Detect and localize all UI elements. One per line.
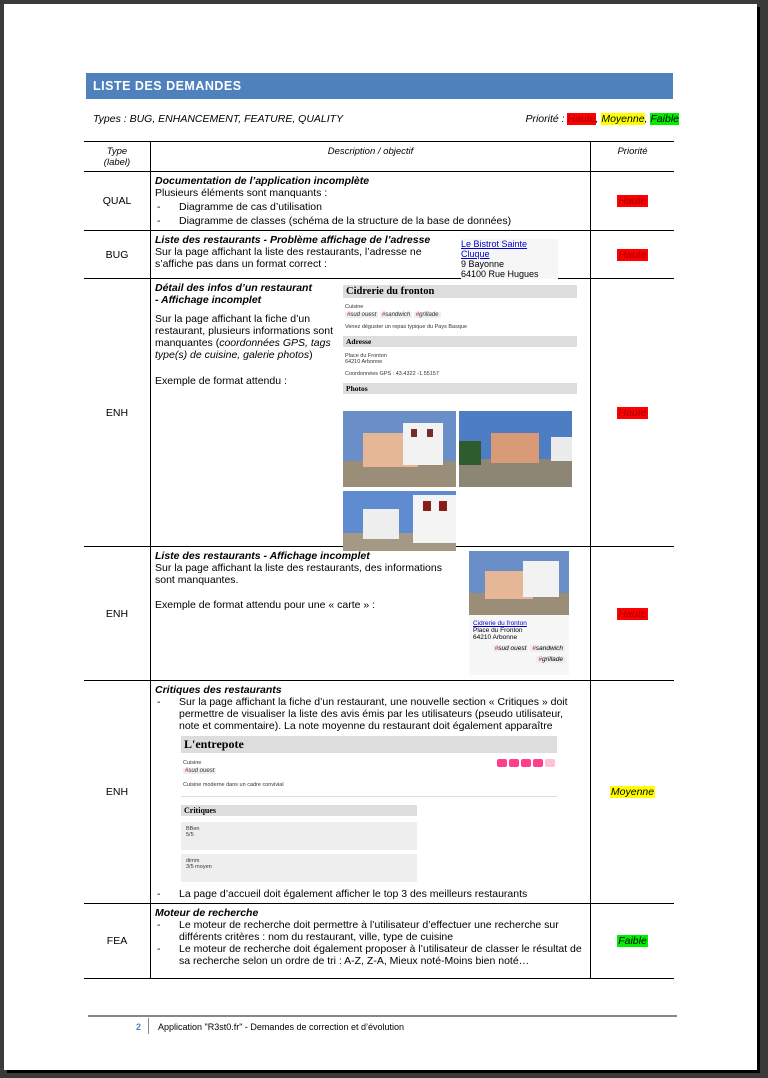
priority-badge: Haute bbox=[618, 248, 647, 261]
row-type: BUG bbox=[84, 231, 151, 279]
row-type: ENH bbox=[84, 279, 151, 547]
row-title: Liste des restaurants - Affichage incomplet bbox=[155, 550, 370, 562]
page-number: 2 bbox=[136, 1022, 142, 1032]
requests-table bbox=[84, 141, 674, 979]
priority-high-swatch: Haute bbox=[567, 113, 596, 125]
smiley-rating-icon bbox=[509, 759, 519, 767]
address-example: Le Bistrot Sainte Cluque 9 Bayonne 64100 Rue Hugues bbox=[461, 239, 558, 279]
restaurant-card-example: Cidrerie du fronton Place du Fronton 64210 Arbonne #sud ouest #sandwich #grillade bbox=[469, 551, 569, 675]
cuisine-tag: #sandwich bbox=[381, 312, 411, 318]
cuisine-tag: #sandwich bbox=[532, 645, 563, 652]
smiley-rating-icon bbox=[521, 759, 531, 767]
table-row bbox=[84, 547, 674, 681]
footer-text: Application "R3st0.fr" - Demandes de correction et d’évolution bbox=[158, 1022, 405, 1032]
priority-badge: Faible bbox=[618, 935, 647, 947]
list-item: Sur la page affichant la fiche d’un restaurant, une nouvelle section « Critiques » doit permettre de visualiser la liste des avis émis par les utilisateurs (pseudo utilisateur, note et commentaire). La note moyenne du restaurant doit également apparaître bbox=[179, 696, 568, 732]
cuisine-tag: #sud ouest bbox=[347, 312, 377, 318]
table-row bbox=[84, 172, 674, 231]
priority-low-swatch: Faible bbox=[650, 113, 679, 125]
review-item: dimm 3/5 moyen bbox=[181, 854, 417, 882]
row-title: Détail des infos d’un restaurant bbox=[155, 282, 312, 294]
col-type-header: Type (label) bbox=[84, 142, 151, 172]
row-type: QUAL bbox=[84, 172, 151, 231]
row-title: Documentation de l’application incomplète bbox=[155, 175, 370, 187]
table-row bbox=[84, 904, 674, 979]
table-row bbox=[84, 681, 674, 904]
row-priority bbox=[591, 547, 675, 681]
row-title: Critiques des restaurants bbox=[155, 684, 282, 696]
priority-legend: Priorité : Haute, Moyenne, Faible bbox=[525, 113, 679, 125]
col-desc-header: Description / objectif bbox=[151, 142, 591, 172]
row-type: FEA bbox=[84, 904, 151, 979]
page-footer bbox=[88, 1015, 677, 1032]
cuisine-tag: #grillade bbox=[538, 656, 563, 663]
critiques-example-header: L'entrepote Cuisine #sud ouest Cuisine moderne dans un cadre convivial bbox=[181, 736, 557, 797]
photo-gallery-image bbox=[343, 411, 456, 487]
restaurant-name: L'entrepote bbox=[181, 736, 557, 753]
list-item: La page d’accueil doit également afficher le top 3 des meilleurs restaurants bbox=[179, 888, 528, 900]
row-description: Détail des infos d’un restaurant - Affichage incomplet Sur la page affichant la fiche d’un restaurant, plusieurs informations sont manquantes (coordonnées GPS, tags type(s) de cuisine, galerie photos) Exemple de format attendu : Cidrerie du fronton Cuisine #sud ouest #sandwich #grillade Venez déguster un repas typique du Pays Basque Adresse Place du Fronton 64210 Arbonne Coordonnées GPS : 43.4322 -1.55157 Photos bbox=[151, 279, 591, 547]
row-priority bbox=[591, 231, 675, 279]
table-header-row bbox=[84, 142, 674, 172]
cuisine-tag: #grillade bbox=[415, 312, 439, 318]
restaurant-name: Cidrerie du fronton bbox=[343, 285, 577, 298]
list-item: Le moteur de recherche doit permettre à l’utilisateur d’effectuer une recherche sur différents critères : nom du restaurant, ville, type de cuisine bbox=[179, 919, 559, 943]
priority-medium-swatch: Moyenne bbox=[601, 113, 645, 125]
card-restaurant-link[interactable]: Cidrerie du fronton bbox=[473, 620, 527, 627]
row-title: Liste des restaurants - Problème affichage de l’adresse bbox=[155, 234, 431, 246]
row-priority bbox=[591, 279, 675, 547]
photo-gallery-image bbox=[459, 411, 572, 487]
section-header: LISTE DES DEMANDES bbox=[86, 73, 673, 99]
row-description: Liste des restaurants - Affichage incomplet Sur la page affichant la liste des restaurants, des informations sont manquantes. Exemple de format attendu pour une « carte » : Cidrerie du fronton Place du Fronton 64210 Arbonne #sud ouest #sandwich #grillade bbox=[151, 547, 591, 681]
row-priority bbox=[591, 172, 675, 231]
table-row bbox=[84, 231, 674, 279]
cuisine-tag: #sud ouest bbox=[494, 645, 527, 652]
row-description: Critiques des restaurants - Sur la page affichant la fiche d’un restaurant, une nouvelle section « Critiques » doit permettre de visualiser la liste des avis émis par les utilisateurs (pseudo utilisateur, note et commentaire). La note moyenne du restaurant doit également apparaître L'entrepote Cuisine #sud ouest Cuisine moderne dans un cadre convivial Critiques BBen 5/5 dimm 3/5 moyen - La page d’accueil doit également afficher le top 3 des meilleurs restaurants bbox=[151, 681, 591, 904]
table-row bbox=[84, 279, 674, 547]
critiques-section: Critiques BBen 5/5 dimm 3/5 moyen bbox=[181, 805, 417, 882]
priority-badge: Moyenne bbox=[610, 786, 655, 798]
restaurant-detail-example: Cidrerie du fronton Cuisine #sud ouest #sandwich #grillade Venez déguster un repas typique du Pays Basque Adresse Place du Fronton 64210 Arbonne Coordonnées GPS : 43.4322 -1.55157 Photos bbox=[343, 285, 577, 547]
list-item: Le moteur de recherche doit également proposer à l’utilisateur de classer le résultat de sa recherche selon un ordre de tri : A-Z, Z-A, Mieux noté-Moins bien noté… bbox=[179, 943, 582, 967]
smiley-rating-icon bbox=[545, 759, 555, 767]
smiley-rating-icon bbox=[497, 759, 507, 767]
types-legend: Types : BUG, ENHANCEMENT, FEATURE, QUALITY bbox=[93, 113, 344, 125]
smiley-rating-icon bbox=[533, 759, 543, 767]
row-title: Moteur de recherche bbox=[155, 907, 259, 919]
cuisine-tag: #sud ouest bbox=[185, 768, 215, 774]
review-item: BBen 5/5 bbox=[181, 822, 417, 850]
row-description: Moteur de recherche - Le moteur de recherche doit permettre à l’utilisateur d’effectuer une recherche sur différents critères : nom du restaurant, ville, type de cuisine - Le moteur de recherche doit également proposer à l’utilisateur de classer le résultat de sa recherche selon un ordre de tri : A-Z, Z-A, Mieux noté-Moins bien noté… bbox=[151, 904, 591, 979]
row-type: ENH bbox=[84, 547, 151, 681]
priority-badge: Haute bbox=[618, 607, 647, 620]
list-item: Diagramme de classes (schéma de la structure de la base de données) bbox=[179, 215, 512, 227]
row-type: ENH bbox=[84, 681, 151, 904]
row-description: Liste des restaurants - Problème affichage de l’adresse Sur la page affichant la liste des restaurants, l’adresse ne s’affiche pas dans un format correct : Le Bistrot Sainte Cluque 9 Bayonne 64100 Rue Hugues bbox=[151, 231, 591, 279]
list-item: Diagramme de cas d’utilisation bbox=[179, 201, 322, 213]
row-description: Documentation de l’application incomplète Plusieurs éléments sont manquants : - Diagramme de cas d’utilisation - Diagramme de classes (schéma de la structure de la base de données) bbox=[151, 172, 591, 231]
priority-badge: Haute bbox=[618, 195, 647, 207]
card-photo-image bbox=[469, 551, 569, 615]
rating-icons bbox=[495, 759, 555, 770]
col-priority-header: Priorité bbox=[591, 142, 675, 172]
row-priority bbox=[591, 904, 675, 979]
photo-gallery-image bbox=[343, 491, 456, 551]
priority-badge: Haute bbox=[618, 406, 647, 419]
restaurant-link[interactable]: Le Bistrot Sainte Cluque bbox=[461, 239, 528, 259]
row-priority bbox=[591, 681, 675, 904]
